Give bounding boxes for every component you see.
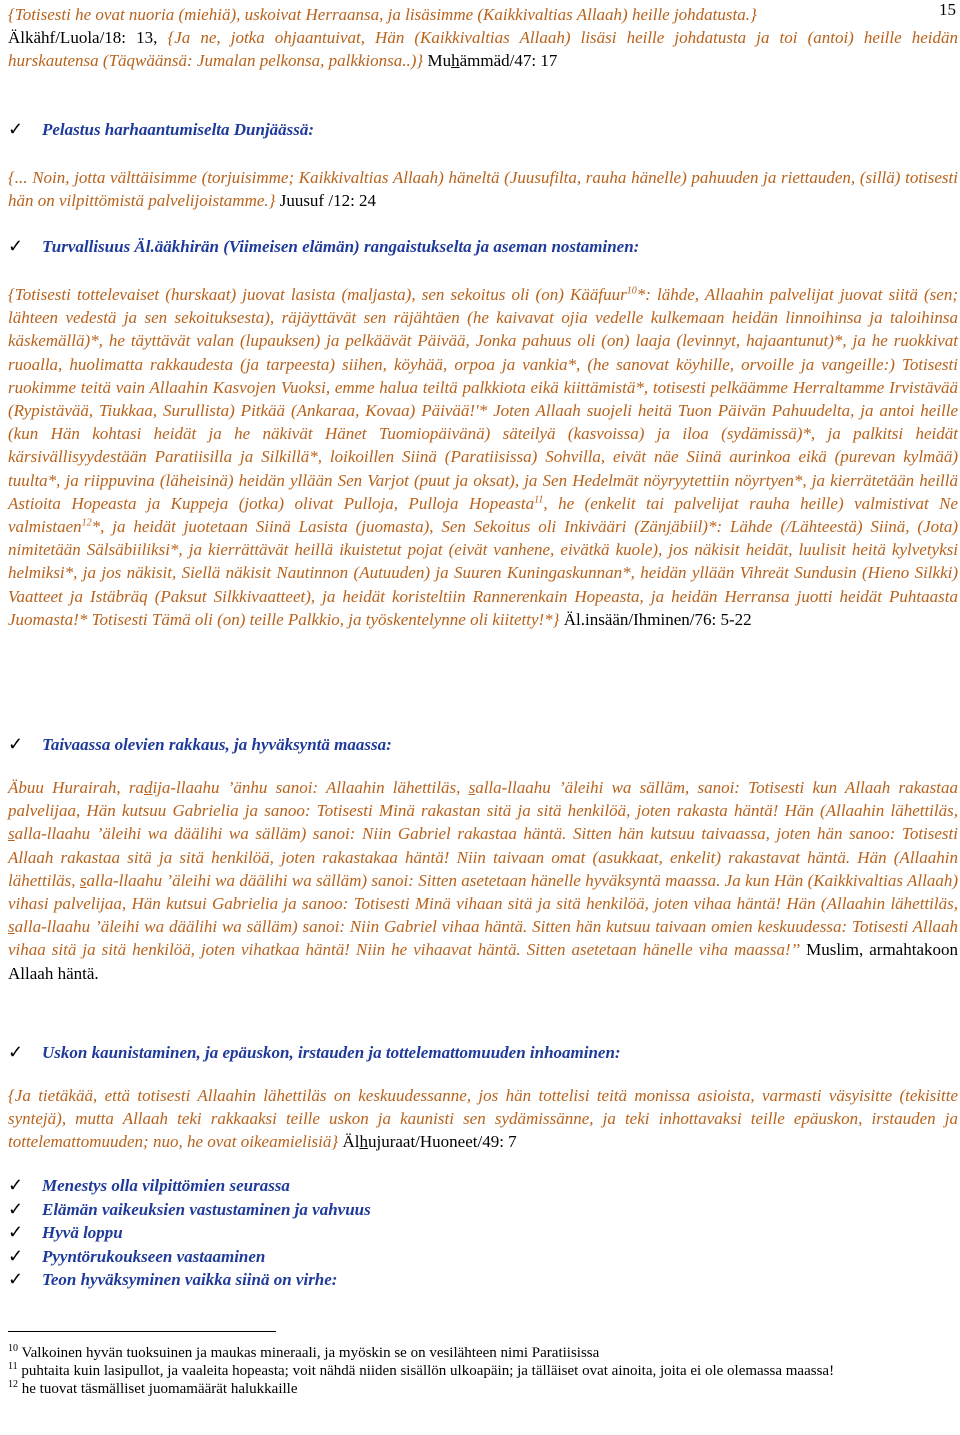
footnote-divider [8, 1331, 276, 1332]
footnote-ref: 11 [534, 494, 544, 506]
footnote-ref: 10 [626, 285, 637, 297]
check-icon: ✓ [8, 1222, 24, 1242]
quote-text: {... Noin, jotta välttäisimme (torjuisimme; Kaikkivaltias Allaah) häneltä (Juusufilta, rauha hänelle) pahuuden ja riettauden, (sillä) totisesti hän on vilpittömistä palvelijoistamme.} [8, 168, 958, 211]
footnote: $^{11}$ puhtaita kuin lasipullot, ja vaaleita hopeasta; voit nähdä niiden sisällön ulkoapäin; ja tälläiset ovat ainoita, joita ei ole olemassa maassa! [8, 1361, 835, 1379]
reference: Äl [338, 1132, 360, 1152]
reference: Älkähf/Luola/18: 13, [8, 28, 168, 48]
list-item: ✓ Elämän vaikeuksien vastustaminen ja vahvuus [8, 1198, 958, 1222]
check-icon: ✓ [8, 1042, 24, 1062]
footnote: $^{10}$ Valkoinen hyvän tuoksuinen ja maukas mineraali, ja myöskin se on vesilähteen nimi Paratiisissa [8, 1343, 600, 1361]
section-heading-text: Taivaassa olevien rakkaus, ja hyväksyntä maassa: [42, 735, 392, 754]
section-paragraph [8, 776, 958, 985]
section-heading-safety [8, 235, 958, 258]
section-heading-love [8, 733, 958, 756]
section-heading-text: Pelastus harhaantumiselta Dunjäässä: [42, 120, 315, 139]
benefits-list [8, 1174, 958, 1292]
list-item: ✓ Menestys olla vilpittömien seurassa [8, 1174, 958, 1198]
check-icon: ✓ [8, 1269, 24, 1289]
reference: h [451, 51, 460, 71]
page-number: 15 [939, 0, 956, 19]
reference: Mu [423, 51, 452, 71]
check-icon: ✓ [8, 1245, 24, 1266]
quote-text: {Ja tietäkää, että totisesti Allaahin lähettiläs on keskuudessanne, jos hän tottelisi teitä monissa asioista, varmasti väsyisitte (tekisitte syntejä), mutta Allaah teki rakkaaksi teille uskon ja kaunisti sen sydämissänne, ja teki inhottavaksi teille epäuskon, irstauden ja tottelemattomuuden; nuo, he ovat oikeamielisiä} [8, 1086, 958, 1152]
section-heading-text: Turvallisuus Äl.ääkhirän (Viimeisen elämän) rangaistukselta ja aseman nostaminen: [42, 237, 640, 256]
list-item: ✓ Pyyntörukoukseen vastaaminen [8, 1245, 958, 1269]
top-paragraph [8, 3, 958, 73]
section-paragraph: {Ja tietäkää, että totisesti Allaahin lähettiläs on keskuudessanne, jos hän tottelisi teitä monissa asioista, varmasti väsyisitte (tekisitte syntejä), mutta Allaah teki rakkaaksi teille uskon ja kaunisti sen sydämissänne, ja teki inhottavaksi teille epäuskon, irstauden ja tottelemattomuuden; nuo, he ovat oikeamielisiä} Älhujuraat/Huoneet/49: 7 [8, 1086, 958, 1152]
quote-text: Äbuu Hurairah, radija-llaahu ’änhu sanoi: Allaahin lähettiläs, salla-llaahu ’äleihi wa sälläm, sanoi: Totisesti kun Allaah rakastaa palvelijaa, Hän kutsuu Gabrielia ja sanoo: Totisesti Minä rakastan sitä ja sitä henkilöä, joten rakasta häntä! Hän (Allaahin lähettiläs, salla-llaahu ’äleihi wa däälihi wa sälläm) sanoi: Niin Gabriel rakastaa häntä. Sitten hän kutsuu taivaassa, joten hän sanoo: Totisesti Allaah rakastaa sitä ja sitä henkilöä, joten rakastakaa häntä! Niin taivaan omat (asukkaat, enkelit) rakastavat häntä. Hän (Allaahin lähettiläs, salla-llaahu ’äleihi wa däälihi wa sälläm) sanoi: Sitten asetetaan hänelle hyväksyntä maassa. Ja kun Hän (Kaikkivaltias Allaah) vihasi palvelijaa, Hän kutsui Gabrielia ja sanoo: Totisesti Minä vihaan sitä ja sitä henkilöä, joten vihaa häntä! Hän (Allaahin lähettiläs, salla-llaahu ’äleihi wa däälihi wa sälläm) sanoi: Niin Gabriel vihaa häntä. Sitten hän kutsuu taivaan omien keskuudessa: Totisesti Allaah vihaa sitä ja sitä henkilöä, joten vihatkaa häntä! Niin he vihaavat häntä. Sitten asetetaan hänelle viha maassa!’’ [8, 778, 958, 960]
reference: ämmäd/47: 17 [459, 51, 558, 71]
list-item: ✓ Hyvä loppu [8, 1221, 958, 1245]
section-heading-text: Uskon kaunistaminen, ja epäuskon, irstauden ja tottelemattomuuden inhoaminen: [42, 1043, 621, 1062]
check-icon: ✓ [8, 1175, 24, 1195]
section-paragraph [8, 283, 958, 631]
quote-text: {Totisesti tottelevaiset (hurskaat) juovat lasista (maljasta), sen sekoitus oli (on) Kääfuur$^{10}$*: lähde, Allaahin palvelijat juovat siitä (sen; lähteen vedestä ja sen sekoituksesta), räjäyttävät sen räjähtäen (he kaivavat ojia vedelle kulkemaan heidän linnoihinsa ja taloihinsa käskemällä)*, he täyttävät valan (lupauksen) ja pelkäävät Päivää, Jonka pahuus oli (on) laaja (levinnyt, hajaantunut)*, ja he ruokkivat ruoalla, huolimatta rakkaudesta (ja tarpeesta) siihen, köyhää, orpoa ja vankia*, (he sanovat köyhille, orvoille ja vangeille:) Totisesti ruokimme teitä vain Allaahin Kasvojen Vuoksi, emme halua teiltä palkkiota eikä kiittämistä*, totisesti pelkäämme Herraltamme Irvistävää (Rypistävää, Tiukkaa, Surullista) Pitkää (Ankaraa, Kovaa) Päivää!'* Joten Allaah suojeli heitä Tuon Päivän Pahuudelta, ja antoi heille (kun Hän kohtasi heidät ja he näkivät Hänet Tuomiopäivänä) säteilyä (kasvoissa) ja iloa (sydämissä)*, ja palkitsi heidät kärsivällisyydestään Paratiisilla ja Silkillä*, loikoillen Siinä (Paratiisissa) Sohvilla, eivät näe Siinä aurinkoa eikä (purevan kylmää) tuulta*, ja riippuvina (läheisinä) heidän yllään Sen Varjot (puut ja oksat), ja Sen Hedelmät nöyryytettiin nöyrtyen*, ja kierrätetään heillä Astioita Hopeasta ja Kuppeja (jotka) olivat Pulloja, Pulloja Hopeasta$^{11}$, he (enkelit tai palvelijat rauha heille) valmistivat Ne valmistaen$^{12}$*, ja heidät juotetaan Siinä Lasista (juomasta), Sen Sekoitus oli Inkivääri (Zänjäbiil)*: Lähde (/Lähteestä) Siinä, (Jota) nimitetään Sälsäbiiliksi*, ja kierrättävät heillä ikuistetut pojat (eivät vanhene, eivätkä kuole), jos näkisit heidät, luulisit heitä kylvetyksi helmiksi*, ja jos näkisit, Siellä näkisit Nautinnon (Autuuden) ja Suuren Kuningaskunnan*, heidän yllään Vihreät Sundusin (Hieno Silkki) Vaatteet ja Istäbräq (Paksut Silkkivaatteet), ja heidät koristeltiin Rannerenkain Hopeasta, ja heidän Herransa juotti heidät Puhtaasta Juomasta!* Totisesti Tämä oli (on) teille Palkkio, ja työskentelynne oli kiitetty!*} [8, 285, 959, 629]
section-paragraph [8, 166, 958, 212]
section-heading-faith [8, 1041, 958, 1064]
check-icon: ✓ [8, 236, 24, 256]
reference: Äl.insään/Ihminen/76: 5-22 [559, 609, 752, 629]
list-item: ✓ Teon hyväksyminen vaikka siinä on virhe: [8, 1268, 958, 1292]
footnotes [8, 1344, 958, 1398]
footnote-ref: 12 [81, 517, 92, 529]
check-icon: ✓ [8, 1198, 24, 1219]
footnote: $^{12}$ he tuovat täsmälliset juomamäärät halukkaille [8, 1379, 298, 1397]
section-heading-salvation [8, 118, 958, 141]
reference: Muslim, armahtakoon Allaah häntä. [8, 940, 958, 983]
check-icon: ✓ [8, 119, 24, 139]
reference: Juusuf /12: 24 [275, 191, 377, 211]
check-icon: ✓ [8, 734, 24, 754]
quote-text: {Totisesti he ovat nuoria (miehiä), uskoivat Herraansa, ja lisäsimme (Kaikkivaltias Allaah) heille johdatusta.} [8, 5, 757, 24]
quote-text: {Ja ne, jotka ohjaantuivat, Hän (Kaikkivaltias Allaah) lisäsi heille johdatusta ja toi (antoi) heille heidän hurskautensa (Täqwäänsä: Jumalan pelkonsa, palkkionsa..)} [8, 28, 959, 71]
